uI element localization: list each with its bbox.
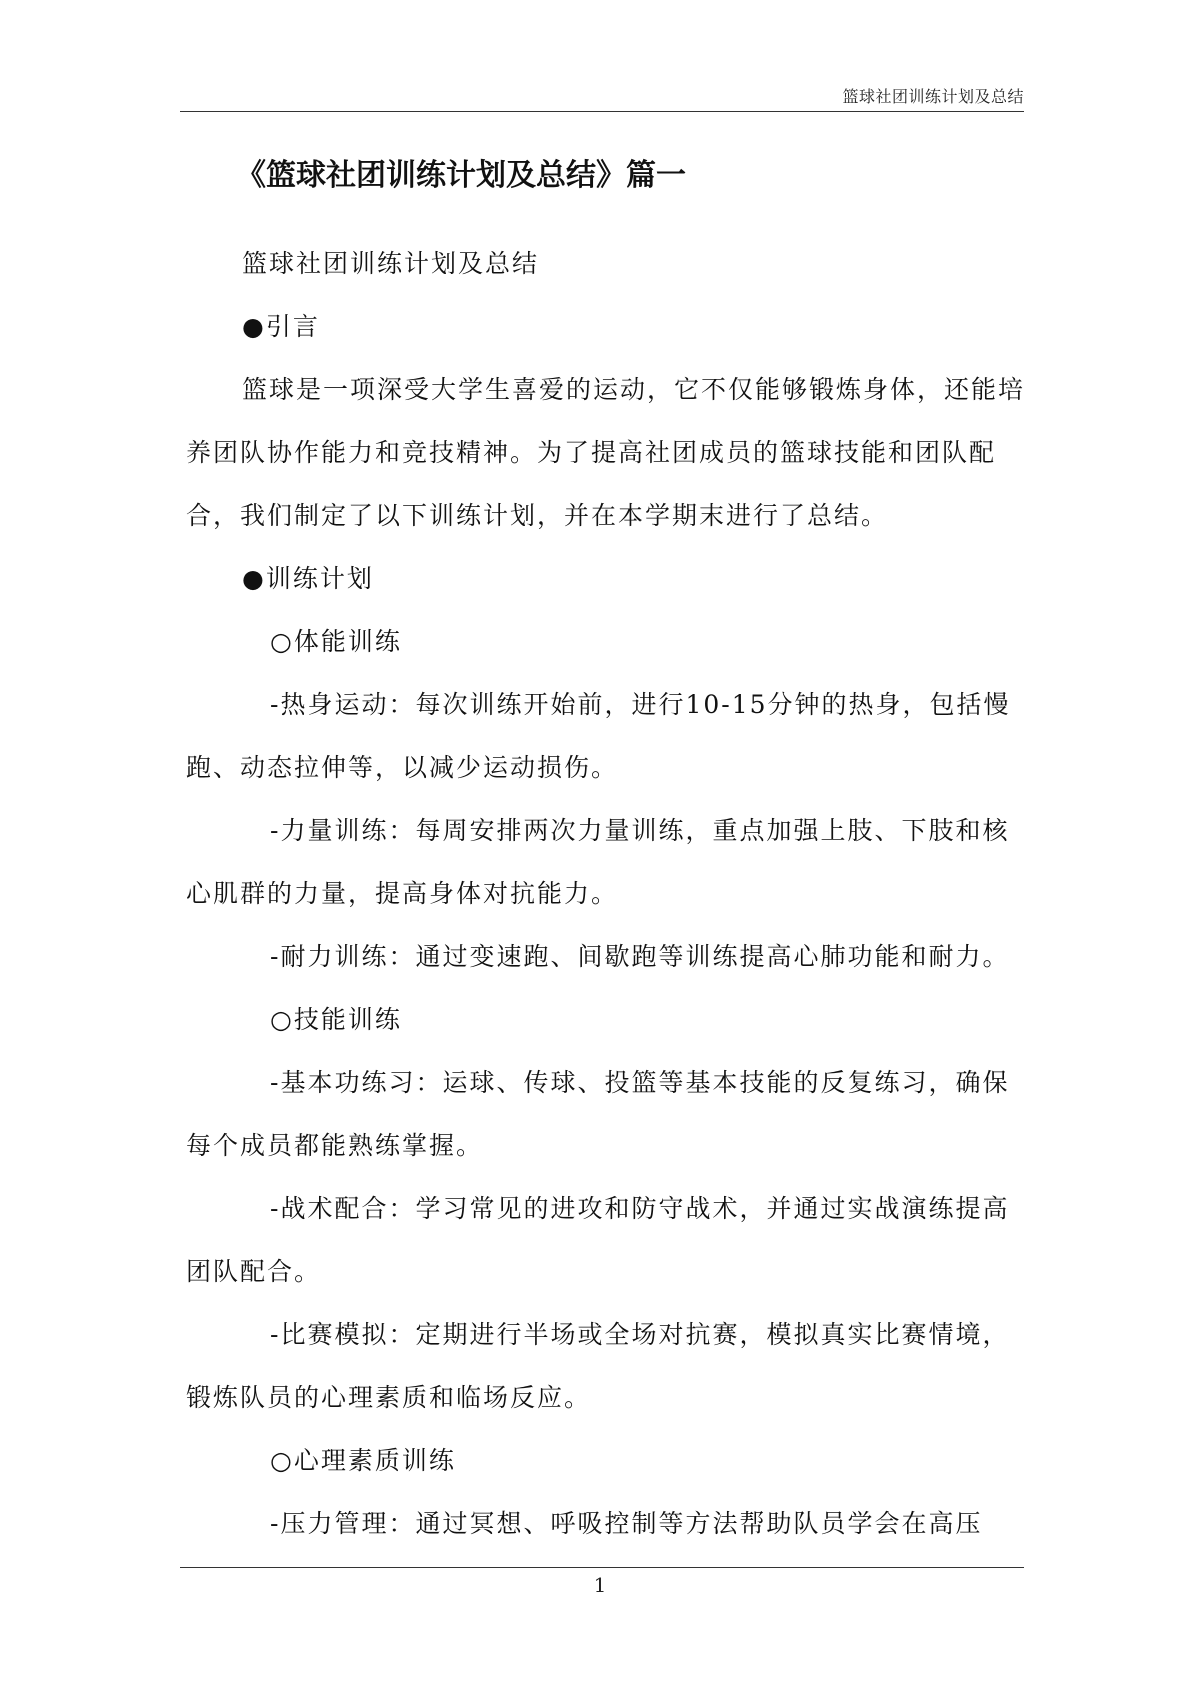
running-header: 篮球社团训练计划及总结 xyxy=(842,87,1024,106)
list-item-fundamentals: -基本功练习：运球、传球、投篮等基本技能的反复练习，确保每个成员都能熟练掌握。 xyxy=(186,1068,1010,1160)
subsection-heading-skills: ○技能训练 xyxy=(270,1005,402,1034)
list-item-strength: -力量训练：每周安排两次力量训练，重点加强上肢、下肢和核心肌群的力量，提高身体对抗能力。 xyxy=(186,816,1010,908)
footer-divider xyxy=(180,1567,1024,1568)
subtitle: 篮球社团训练计划及总结 xyxy=(242,249,540,278)
list-item-tactics: -战术配合：学习常见的进攻和防守战术，并通过实战演练提高团队配合。 xyxy=(186,1194,1010,1286)
list-item-warmup: -热身运动：每次训练开始前，进行10-15分钟的热身，包括慢跑、动态拉伸等，以减少运动损伤。 xyxy=(186,690,1011,782)
document-title: 《篮球社团训练计划及总结》篇一 xyxy=(236,158,686,193)
document-body xyxy=(186,232,1026,1555)
header-divider xyxy=(180,111,1024,112)
subsection-heading-mental: ○心理素质训练 xyxy=(270,1446,456,1475)
list-item-scrimmage: -比赛模拟：定期进行半场或全场对抗赛，模拟真实比赛情境，锻炼队员的心理素质和临场反应。 xyxy=(186,1320,1010,1412)
section-heading-intro: ●引言 xyxy=(242,312,320,341)
list-item-endurance: -耐力训练：通过变速跑、间歇跑等训练提高心肺功能和耐力。 xyxy=(270,942,1010,971)
intro-paragraph: 篮球是一项深受大学生喜爱的运动，它不仅能够锻炼身体，还能培养团队协作能力和竞技精神。为了提高社团成员的篮球技能和团队配合，我们制定了以下训练计划，并在本学期末进行了总结。 xyxy=(186,375,1026,530)
subsection-heading-fitness: ○体能训练 xyxy=(270,627,402,656)
list-item-pressure: -压力管理：通过冥想、呼吸控制等方法帮助队员学会在高压 xyxy=(270,1509,983,1538)
section-heading-plan: ●训练计划 xyxy=(242,564,374,593)
page-number: 1 xyxy=(593,1573,607,1597)
